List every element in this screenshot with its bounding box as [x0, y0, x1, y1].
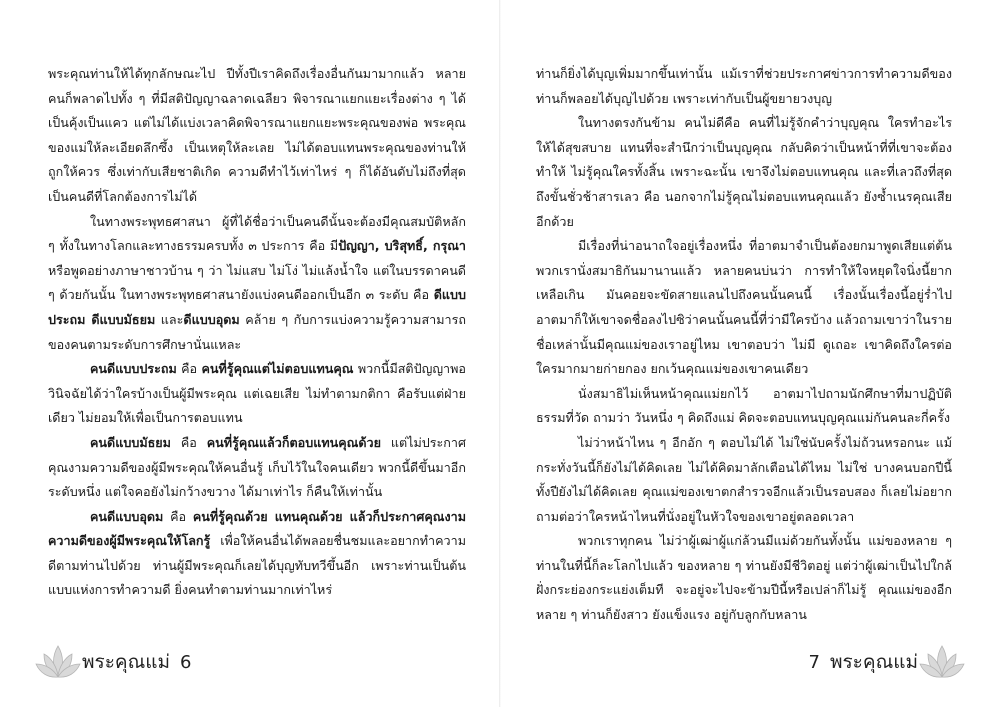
text-run: พวกเราทุกคน ไม่ว่าผู้เฒ่าผู้แก่ล้วนมีแม่ด้วยกันทั้งนั้น แม่ของหลาย ๆ ท่านในที่นี้ก็ละโลกไปแล้ว ของหลาย ๆ ท่านยังมีชีวิตอยู่ แต่ว่าผู้เฒ่าเป็นไปใกล้ฝั่งกระย่องกระแย่งเต็มที จะอยู่จะไปจะข้ามปีนี้หรือเปล่าก็ไม่รู้ คุณแม่ของอีกหลาย ๆ ท่านก็ยังสาว ยังแข็งแรง อยู่กับลูกกับหลาน — [536, 533, 952, 623]
text-run: คือ — [176, 361, 202, 377]
lotus-flower-icon — [34, 640, 82, 684]
left-footer — [34, 640, 202, 684]
paragraph — [48, 431, 466, 505]
lotus-flower-icon — [918, 640, 966, 684]
right-page — [500, 0, 1000, 707]
text-run: มีเรื่องที่น่าอนาถใจอยู่เรื่องหนึ่ง ที่อาตมาจำเป็นต้องยกมาพูดเสียแต่ต้น พวกเรานั่งสมาธิกันมานานแล้ว หลายคนบ่นว่า การทำให้ใจหยุดใจนิ่งนี้ยากเหลือเกิน มันคอยจะขัดสายแลนไปถึงคนนั้นคนนี้ เรื่องนั้นเรื่องนี้อยู่ร่ำไป อาตมาก็ให้เขาจดชื่อลงไปซิว่าคนนั้นคนนี้ที่ว่ามีใครบ้าง แล้วถามเขาว่าในรายชื่อเหล่านั้นมีคุณแม่ของเราอยู่ไหม เขาตอบว่า ไม่มี ดูเถอะ เขาคิดถึงใครต่อใครมากมายก่ายกอง ยกเว้นคุณแม่ของเขาคนเดียว — [536, 238, 952, 377]
bold-text-run: คนดีแบบประถม — [90, 361, 177, 377]
text-run: หรือพูดอย่างภาษาชาวบ้าน ๆ ว่า ไม่แสบ ไม่โง่ ไม่แล้งน้ำใจ แต่ในบรรดาคนดี ๆ ด้วยกันนั้น ในทางพระพุทธศาสนายังแบ่งคนดีออกเป็นอีก ๓ ระดับ คือ — [48, 262, 466, 303]
text-run: เพื่อให้คนอื่นได้พลอยชื่นชมและอยากทำความดีตามท่านไปด้วย ท่านผู้มีพระคุณก็เลยได้บุญทับทวีขึ้นอีก เพราะท่านเป็นต้นแบบแห่งการทำความดี ยิ่งคนทำตามท่านมากเท่าไหร่ — [48, 533, 466, 598]
text-run: พระคุณท่านให้ได้ทุกลักษณะไป ปีทั้งปีเราคิดถึงเรื่องอื่นกันมามากแล้ว หลายคนก็พลาดไปทั้ง ๆ ที่มีสติปัญญาฉลาดเฉลียว พิจารณาแยกแยะเรื่องต่าง ๆ ได้เป็นคุ้งเป็นแคว แต่ไม่ได้แบ่งเวลาคิดพิจารณาแยกแยะพระคุณของพ่อ พระคุณของแม่ให้ละเอียดลึกซึ้ง เป็นเหตุให้ละเลย ไม่ได้ตอบแทนพระคุณของท่านให้ถูกให้ควร ซึ่งเท่ากับเสียชาติเกิด ความดีทำไว้เท่าไหร่ ๆ ก็ได้อันดับไม่ถึงที่สุด เป็นคนดีที่โลกต้องการไม่ได้ — [48, 66, 466, 204]
text-run: ไม่ว่าหน้าไหน ๆ อีกอัก ๆ ตอบไม่ได้ ไม่ใช่นับครั้งไม่ถ้วนหรอกนะ แม้กระทั่งวันนี้ก็ยังไม่ได้คิดเลย ไม่ได้คิดมาลักเตือนได้ไหม ไม่ใช่ บางคนบอกปีนี้ทั้งปียังไม่ได้คิดเลย คุณแม่ของเขาตกสำรวจอีกแล้วเป็นรอบสอง ก็เลยไม่อยากถามต่อว่าใครหน้าไหนที่นั่งอยู่ในหัวใจของเขาอยู่ตลอดเวลา — [536, 434, 952, 524]
text-run: คือ — [171, 434, 207, 450]
text-run: แต่ไม่ประกาศคุณงามความดีของผู้มีพระคุณให้คนอื่นรู้ เก็บไว้ในใจคนเดียว พวกนี้ดีขึ้นมาอีกระดับหนึ่ง แต่ใจคอยังไม่กว้างขวาง ได้มาเท่าไร ก็คืนให้เท่านั้น — [48, 434, 466, 500]
running-title: พระคุณแม่ — [82, 651, 171, 673]
bold-text-run: ดีแบบอุดม — [183, 311, 240, 327]
paragraph — [536, 431, 952, 529]
bold-text-run: คนดีแบบมัธยม — [90, 434, 171, 450]
paragraph — [536, 111, 952, 234]
text-run: ในทางพระพุทธศาสนา ผู้ที่ได้ชื่อว่าเป็นคนดีนั้นจะต้องมีคุณสมบัติหลัก ๆ ทั้งในทางโลกและทางธรรมครบทั้ง ๓ ประการ คือ มี — [48, 213, 466, 254]
paragraph — [48, 505, 466, 603]
paragraph — [536, 62, 952, 111]
bold-text-run: คนที่รู้คุณแต่ไม่ตอบแทนคุณ — [201, 361, 354, 377]
text-run: และ — [155, 311, 184, 327]
bold-text-run: คนที่รู้คุณด้วย แทนคุณด้วย แล้วก็ประกาศคุณงามความดีของผู้มีพระคุณให้โลกรู้ — [48, 508, 466, 549]
text-run: คือ — [163, 508, 193, 524]
paragraph — [536, 382, 952, 431]
text-run: คล้าย ๆ กับการแบ่งความรู้ความสามารถของคนตามระดับการศึกษานั่นแหละ — [48, 311, 466, 352]
paragraph — [48, 357, 466, 431]
running-title: พระคุณแม่ — [829, 651, 918, 673]
bold-text-run: ดีแบบประถม ดีแบบมัธยม — [48, 287, 466, 327]
paragraph — [536, 234, 952, 382]
text-run: ท่านก็ยิ่งได้บุญเพิ่มมากขึ้นเท่านั้น แม้เราที่ช่วยประกาศข่าวการทำความดีของท่านก็พลอยได้บุญไปด้วย เพราะเท่ากับเป็นผู้ขยายวงบุญ — [536, 66, 952, 106]
text-run: ในทางตรงกันข้าม คนไม่ดีคือ คนที่ไม่รู้จักคำว่าบุญคุณ ใครทำอะไรให้ได้สุขสบาย แทนที่จะสำนึกว่าเป็นบุญคุณ กลับคิดว่าเป็นหน้าที่ที่เขาจะต้องทำให้ ไม่รู้คุณใครทั้งสิ้น เพราะฉะนั้น เขาจึงไม่ตอบแทนคุณ และที่เลวถึงที่สุดถึงขั้นชั่วช้าสารเลว คือ นอกจากไม่รู้คุณไม่ตอบแทนคุณแล้ว ยังซ้ำเนรคุณเสียอีกด้วย — [536, 115, 952, 229]
bold-text-run: คนที่รู้คุณแล้วก็ตอบแทนคุณด้วย — [206, 434, 381, 450]
paragraph — [536, 529, 952, 627]
paragraph — [48, 62, 466, 210]
paragraph — [48, 210, 466, 358]
text-run: พวกนี้มีสติปัญญาพอวินิจฉัยได้ว่าใครบ้างเป็นผู้มีพระคุณ แต่เฉยเสีย ไม่ทำตามกติกา คือรับแต่ฝ่ายเดียว ไม่ยอมให้เพื่อเป็นการตอบแทน — [48, 361, 466, 426]
text-run: นั่งสมาธิไม่เห็นหน้าคุณแม่ยกไว้ อาตมาไปถามนักศึกษาที่มาปฏิบัติธรรมที่วัด ถามว่า วันหนึ่ง ๆ คิดถึงแม่ คิดจะตอบแทนบุญคุณแม่กันคนละกี่ครั้ง — [536, 385, 952, 426]
right-footer — [799, 640, 967, 684]
bold-text-run: คนดีแบบอุดม — [90, 508, 164, 524]
bold-text-run: ปัญญา, บริสุทธิ์, กรุณา — [338, 238, 466, 254]
page-number: 7 — [808, 651, 820, 673]
page-number: 6 — [180, 651, 192, 673]
right-text-column — [536, 62, 952, 636]
left-text-column — [48, 62, 466, 636]
